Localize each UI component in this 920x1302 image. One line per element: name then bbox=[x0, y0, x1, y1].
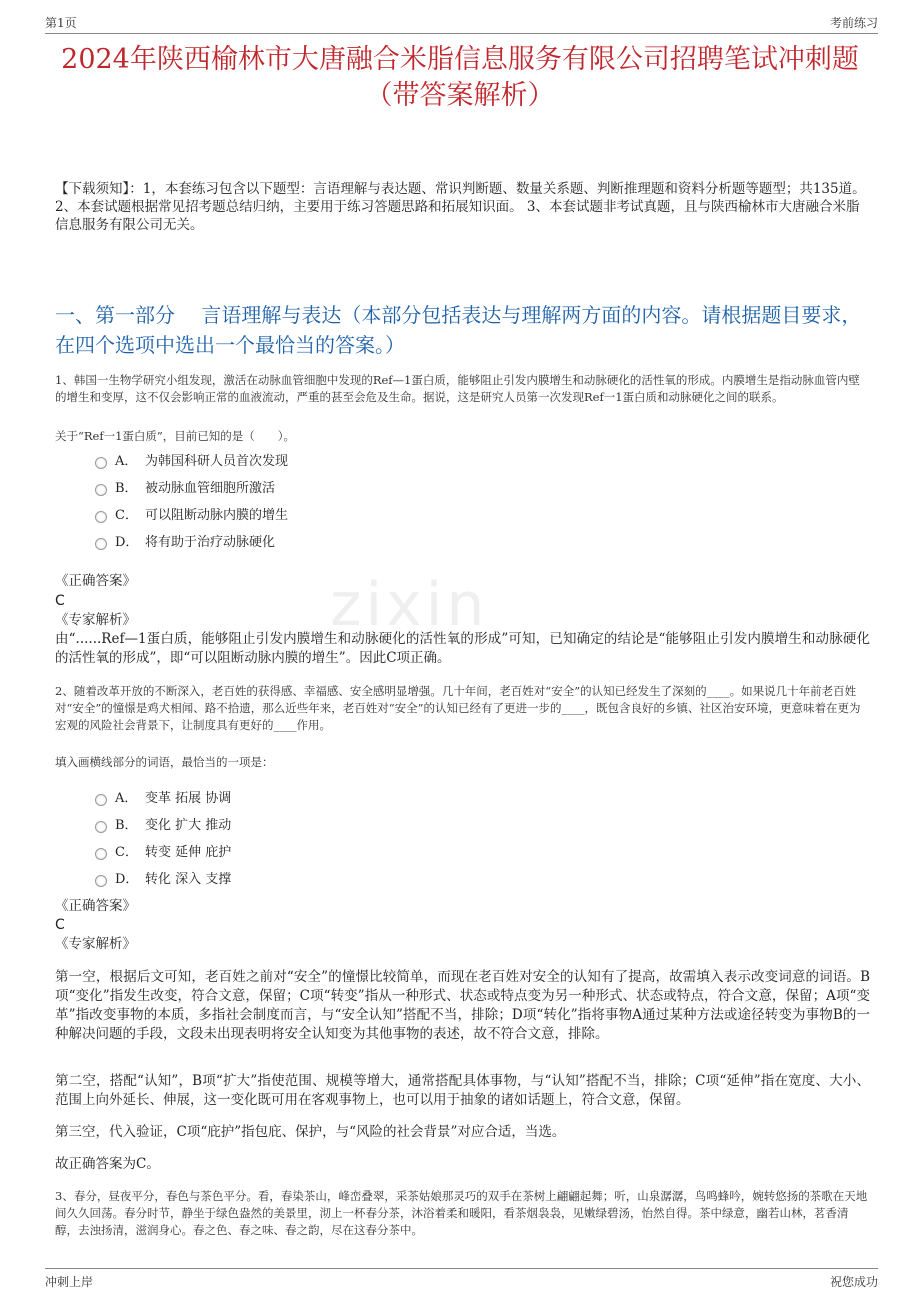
footer-right: 祝您成功 bbox=[829, 1275, 878, 1289]
question-1-stem: 1、韩国一生物学研究小组发现，激活在动脉血管细胞中发现的Ref—1蛋白质，能够阻止引发内膜增生和动脉硬化的活性氧的形成。内膜增生是指动脉血管内壁的增生和变厚，这不仅会影响正常的血液流动，严重的甚至会危及生命。据说，这是研究人员第一次发现Ref一1蛋白质和动脉硬化之间的联系。 bbox=[55, 373, 860, 404]
watermark: zixin bbox=[330, 570, 489, 640]
radio-icon[interactable] bbox=[95, 511, 107, 523]
page-footer bbox=[45, 1268, 878, 1290]
analysis-paragraph-4: 故正确答案为C。 bbox=[55, 1156, 160, 1172]
analysis-paragraph-2: 第二空，搭配“认知”，B项“扩大”指使范围、规模等增大，通常搭配具体事物，与“认知”搭配不当，排除；C项“延伸”指在宽度、大小、范围上向外延长、伸展，这一变化既可用在客观事物上，也可以用于抽象的诸如话题上，符合文意，保留。 bbox=[55, 1073, 870, 1108]
analysis-paragraph-1: 第一空，根据后文可知，老百姓之前对“安全”的憧憬比较简单，而现在老百姓对安全的认知有了提高，故需填入表示改变词意的词语。B项“变化”指发生改变，符合文意，保留；C项“转变”指从一种形式、状态或特点变为另一种形式、状态或特点，符合文意，保留；A项“变革”指改变事物的本质，多指社会制度而言，与“安全认知”搭配不当，排除；D项“转化”指将事物A通过某种方法或途径转变为事物B的一种解决问题的手段，文段未出现表明将安全认知变为其他事物的表述，故不符合文意，排除。 bbox=[55, 969, 870, 1042]
radio-icon[interactable] bbox=[95, 457, 107, 469]
radio-icon[interactable] bbox=[95, 821, 107, 833]
page-header bbox=[45, 12, 878, 34]
analysis-text: 由“......Ref—1蛋白质，能够阻止引发内膜增生和动脉硬化的活性氧的形成”可知，已知确定的结论是“能够阻止引发内膜增生和动脉硬化的活性氧的形成”，即“可以阻断动脉内膜的增生”。因此C项正确。 bbox=[55, 631, 870, 666]
option-b[interactable]: B． 变化 扩大 推动 bbox=[95, 810, 695, 837]
question-2-stem: 2、随着改革开放的不断深入，老百姓的获得感、幸福感、安全感明显增强。几十年间，老百姓对“安全”的认知已经发生了深刻的____。如果说几十年前老百姓对“安全”的憧憬是鸡犬相闻、路不拾遗，那么近些年来，老百姓对“安全”的认知已经有了更进一步的____，既包含良好的乡镇、社区治安环境，更意味着在更为宏观的风险社会背景下，让制度具有更好的____作用。 bbox=[55, 684, 861, 732]
answer-value: C bbox=[55, 917, 65, 933]
question-3-stem: 3、春分，昼夜平分，春色与茶色平分。看，春染茶山，峰峦叠翠，采茶姑娘那灵巧的双手在茶树上翩翩起舞；听，山泉潺潺，鸟鸣蜂吟，婉转悠扬的茶歌在天地间久久回荡。春分时节，静坐于绿色盎然的美景里，沏上一杯春分茶，沐浴着柔和暖阳，看茶烟袅袅，见嫩绿碧汤，怡然自得。茶中绿意，幽若山林，茗香清醇，去浊扬清，滋润身心。春之色、春之味、春之韵，尽在这春分茶中。 bbox=[55, 1189, 868, 1237]
answer-value: C bbox=[55, 593, 65, 609]
answer-label: 《正确答案》 bbox=[55, 898, 136, 914]
analysis-label: 《专家解析》 bbox=[55, 936, 136, 952]
option-d[interactable]: D． 转化 深入 支撑 bbox=[95, 864, 695, 891]
section-heading: 一、第一部分 言语理解与表达（本部分包括表达与理解两方面的内容。请根据题目要求，在四个选项中选出一个最恰当的答案。） bbox=[55, 303, 862, 357]
download-notice: 【下载须知】：1，本套练习包含以下题型：言语理解与表达题、常识判断题、数量关系题、判断推理题和资料分析题等题型；共135道。 2、本套试题根据常见招考题总结归纳，主要用于练习答题思路和拓展知识面。 3、本套试题非考试真题，且与陕西榆林市大唐融合米脂信息服务有限公司无关。 bbox=[55, 181, 866, 233]
question-2-options bbox=[95, 783, 695, 891]
option-d[interactable]: D． 将有助于治疗动脉硬化 bbox=[95, 527, 695, 554]
footer-left: 冲刺上岸 bbox=[45, 1275, 94, 1289]
option-a[interactable]: A． 变革 拓展 协调 bbox=[95, 783, 695, 810]
question-1-options bbox=[95, 446, 695, 554]
page-number: 第1页 bbox=[45, 16, 77, 30]
radio-icon[interactable] bbox=[95, 848, 107, 860]
answer-label: 《正确答案》 bbox=[55, 573, 136, 589]
question-2-ask: 填入画横线部分的词语，最恰当的一项是： bbox=[55, 755, 274, 769]
option-b[interactable]: B． 被动脉血管细胞所激活 bbox=[95, 473, 695, 500]
analysis-label: 《专家解析》 bbox=[55, 612, 136, 628]
radio-icon[interactable] bbox=[95, 875, 107, 887]
header-label: 考前练习 bbox=[829, 16, 878, 30]
analysis-paragraph-3: 第三空，代入验证，C项“庇护”指包庇、保护，与“风险的社会背景”对应合适，当选。 bbox=[55, 1124, 566, 1140]
question-1-ask: 关于“Ref一1蛋白质”，目前已知的是（ ）。 bbox=[55, 429, 296, 443]
option-c[interactable]: C． 转变 延伸 庇护 bbox=[95, 837, 695, 864]
option-c[interactable]: C． 可以阻断动脉内膜的增生 bbox=[95, 500, 695, 527]
option-a[interactable]: A． 为韩国科研人员首次发现 bbox=[95, 446, 695, 473]
document-title: 2024年陕西榆林市大唐融合米脂信息服务有限公司招聘笔试冲刺题（带答案解析） bbox=[61, 44, 859, 111]
radio-icon[interactable] bbox=[95, 484, 107, 496]
radio-icon[interactable] bbox=[95, 538, 107, 550]
radio-icon[interactable] bbox=[95, 794, 107, 806]
